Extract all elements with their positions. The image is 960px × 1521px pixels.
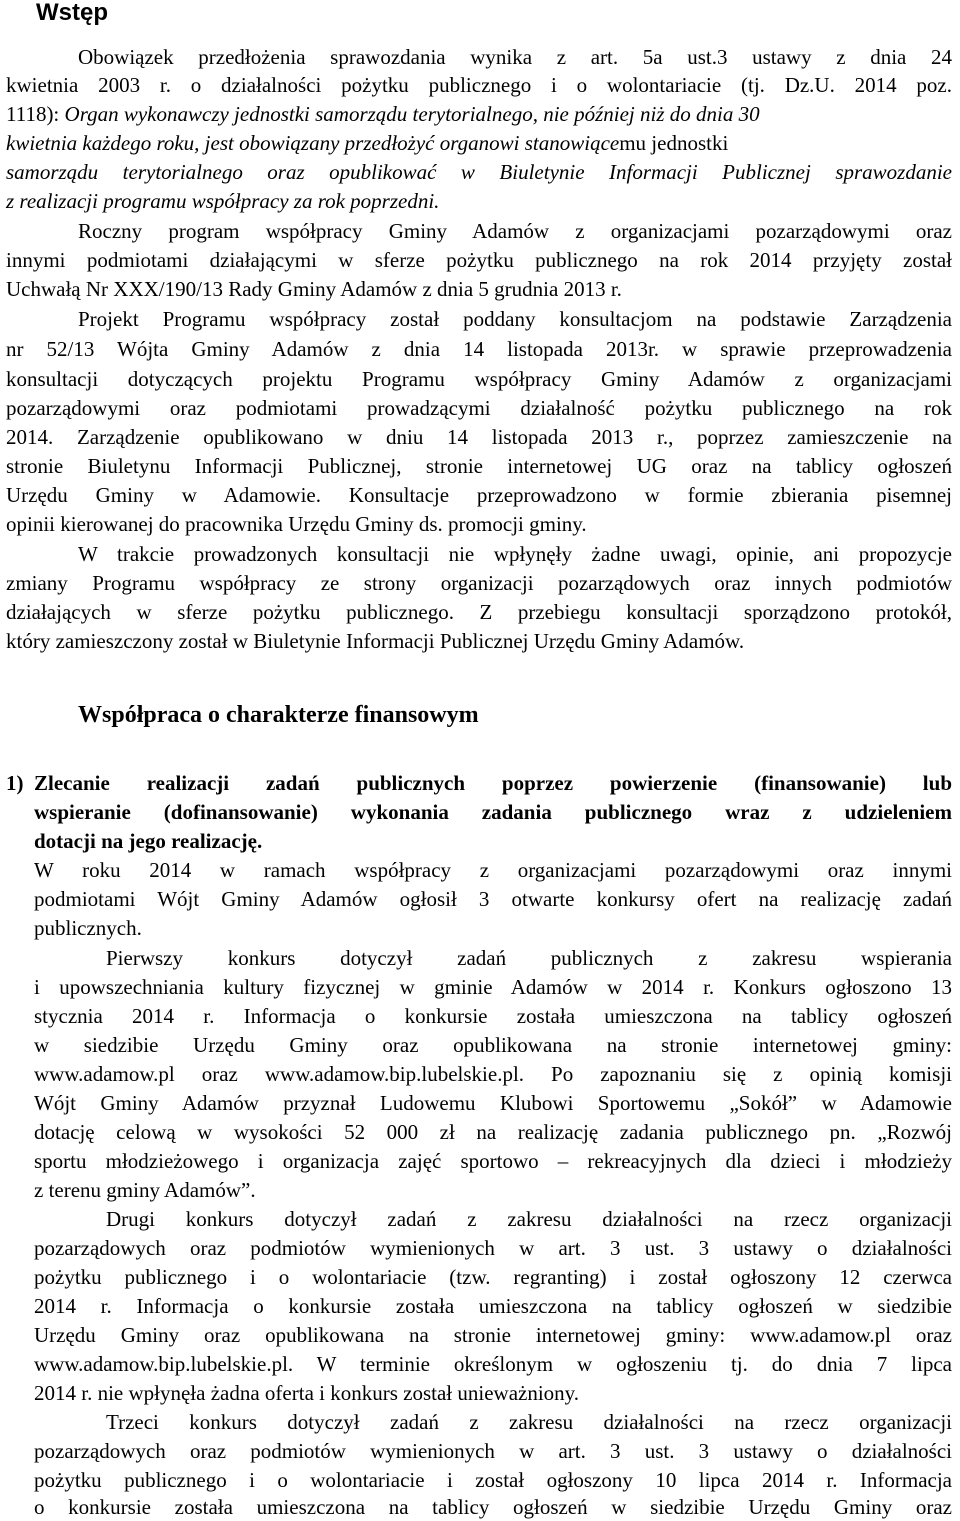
section1-line: sportu młodzieżowego i organizacja zajęć sportowo – rekreacyjnych dla dzieci i młodzieży — [34, 1149, 952, 1173]
para-line: innymi podmiotami działającymi w sferze pożytku publicznego na rok 2014 przyjęty został — [6, 248, 952, 272]
para-line: Uchwałą Nr XXX/190/13 Rady Gminy Adamów z dnia 5 grudnia 2013 r. — [6, 277, 622, 301]
section1-line: Pierwszy konkurs dotyczył zadań publicznych z zakresu wspierania — [106, 946, 952, 970]
heading-wstep: Wstęp — [36, 0, 108, 26]
section1-line: z terenu gminy Adamów”. — [34, 1178, 256, 1202]
section1-line: Drugi konkurs dotyczył zadań z zakresu działalności na rzecz organizacji — [106, 1207, 952, 1231]
section1-line: o konkursie została umieszczona na tablicy ogłoszeń w siedzibie Urzędu Gminy oraz — [34, 1495, 952, 1519]
para-line: Roczny program współpracy Gminy Adamów z organizacjami pozarządowymi oraz — [78, 219, 952, 243]
section1-line: pożytku publicznego i o wolontariacie (tzw. regranting) i został ogłoszony 12 czerwca — [34, 1265, 952, 1289]
heading-wspolpraca: Współpraca o charakterze finansowym — [78, 702, 479, 728]
intro-line-1: Obowiązek przedłożenia sprawozdania wynika z art. 5a ust.3 ustawy z dnia 24 — [78, 45, 952, 69]
section1-title-line: dotacji na jego realizację. — [34, 829, 263, 853]
section1-line: stycznia 2014 r. Informacja o konkursie została umieszczona na tablicy ogłoszeń — [34, 1004, 952, 1028]
section1-line: pozarządowych oraz podmiotów wymienionych w art. 3 ust. 3 ustawy o działalności — [34, 1236, 952, 1260]
para-line: opinii kierowanej do pracownika Urzędu Gminy ds. promocji gminy. — [6, 512, 587, 536]
section1-line: Wójt Gminy Adamów przyznał Ludowemu Klubowi Sportowemu „Sokół” w Adamowie — [34, 1091, 952, 1115]
section1-line: podmiotami Wójt Gminy Adamów ogłosił 3 otwarte konkursy ofert na realizację zadań — [34, 887, 952, 911]
section1-line: pożytku publicznego i o wolontariacie i został ogłoszony 10 lipca 2014 r. Informacja — [34, 1468, 952, 1492]
para-line: Projekt Programu współpracy został poddany konsultacjom na podstawie Zarządzenia — [78, 307, 952, 331]
section1-line: Urzędu Gminy oraz opublikowana na stronie internetowej gminy: www.adamow.pl oraz — [34, 1323, 952, 1347]
intro-line-3: 1118): Organ wykonawczy jednostki samorządu terytorialnego, nie później niż do dnia 30 — [6, 102, 760, 126]
section1-title-line: Zlecanie realizacji zadań publicznych poprzez powierzenie (finansowanie) lub — [34, 771, 952, 795]
section1-line: w siedzibie Urzędu Gminy oraz opublikowana na stronie internetowej gminy: — [34, 1033, 952, 1057]
section1-line: www.adamow.pl oraz www.adamow.bip.lubelskie.pl. Po zapoznaniu się z opinią komisji — [34, 1062, 952, 1086]
section1-line: Trzeci konkurs dotyczył zadań z zakresu działalności na rzecz organizacji — [106, 1410, 952, 1434]
section1-line: W roku 2014 w ramach współpracy z organizacjami pozarządowymi oraz innymi — [34, 858, 952, 882]
para-line: konsultacji dotyczących projektu Programu współpracy Gminy Adamów z organizacjami — [6, 367, 952, 391]
para-line: stronie Biuletynu Informacji Publicznej, stronie internetowej UG oraz na tablicy ogłoszeń — [6, 454, 952, 478]
section1-line: 2014 r. nie wpłynęła żadna oferta i konkurs został unieważniony. — [34, 1381, 580, 1405]
para-line: Urzędu Gminy w Adamowie. Konsultacje przeprowadzono w formie zbierania pisemnej — [6, 483, 952, 507]
section1-line: www.adamow.bip.lubelskie.pl. W terminie określonym w ogłoszeniu tj. do dnia 7 lipca — [34, 1352, 952, 1376]
section1-number: 1) — [6, 771, 24, 795]
para-line: działających w sferze pożytku publicznego. Z przebiegu konsultacji sporządzono protokół, — [6, 600, 952, 624]
para-line: który zamieszczony został w Biuletynie Informacji Publicznej Urzędu Gminy Adamów. — [6, 629, 745, 653]
intro-line-5: samorządu terytorialnego oraz opublikować w Biuletynie Informacji Publicznej sprawozdanie — [6, 160, 952, 184]
para-line: 2014. Zarządzenie opublikowano w dniu 14 listopada 2013 r., poprzez zamieszczenie na — [6, 425, 952, 449]
section1-line: i upowszechniania kultury fizycznej w gminie Adamów w 2014 r. Konkurs ogłoszono 13 — [34, 975, 952, 999]
para-line: W trakcie prowadzonych konsultacji nie wpłynęły żadne uwagi, opinie, ani propozycje — [78, 542, 952, 566]
section1-line: 2014 r. Informacja o konkursie została umieszczona na tablicy ogłoszeń w siedzibie — [34, 1294, 952, 1318]
section1-line: pozarządowych oraz podmiotów wymienionych w art. 3 ust. 3 ustawy o działalności — [34, 1439, 952, 1463]
intro-line-2: kwietnia 2003 r. o działalności pożytku publicznego i o wolontariacie (tj. Dz.U. 2014 poz. — [6, 73, 952, 97]
section1-line: dotację celową w wysokości 52 000 zł na realizację zadania publicznego pn. „Rozwój — [34, 1120, 952, 1144]
section1-title-line: wspieranie (dofinansowanie) wykonania zadania publicznego wraz z udzieleniem — [34, 800, 952, 824]
intro-line-4: kwietnia każdego roku, jest obowiązany przedłożyć organowi stanowiącemu jednostki — [6, 131, 729, 155]
para-line: pozarządowymi oraz podmiotami prowadzącymi działalność pożytku publicznego na rok — [6, 396, 952, 420]
para-line: nr 52/13 Wójta Gminy Adamów z dnia 14 listopada 2013r. w sprawie przeprowadzenia — [6, 337, 952, 361]
para-line: zmiany Programu współpracy ze strony organizacji pozarządowych oraz innych podmiotów — [6, 571, 952, 595]
intro-line-6: z realizacji programu współpracy za rok poprzedni. — [6, 189, 440, 213]
section1-line: publicznych. — [34, 916, 142, 940]
